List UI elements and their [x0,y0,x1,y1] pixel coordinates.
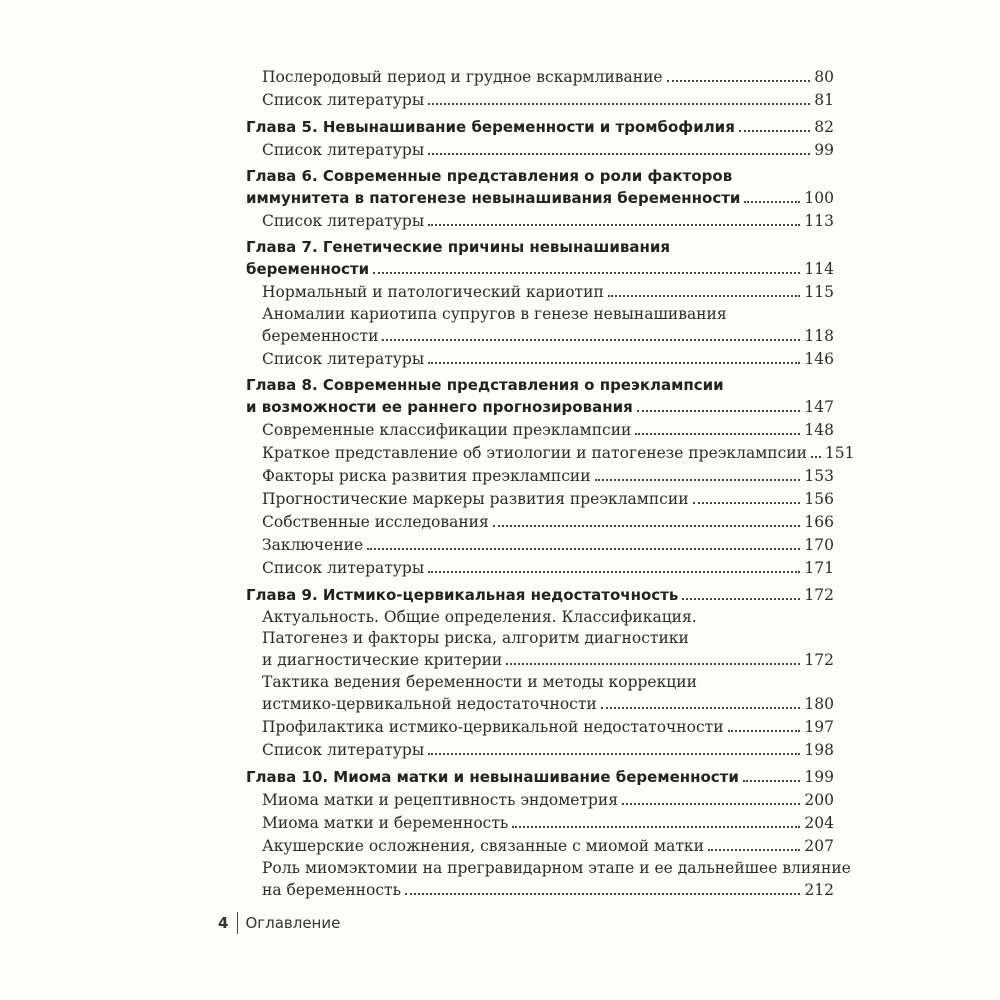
toc-entry-page: 166 [804,513,834,531]
toc-entry-title-line: Аномалии кариотипа супругов в генезе невынашивания [262,305,727,323]
toc-chapter-title-line: Глава 6. Современные представления о роли факторов [246,167,733,185]
toc-chapter-page: 172 [804,586,834,604]
dot-leader [428,153,810,155]
toc-entry-title: Список литературы [262,350,425,368]
toc-entry-title: Краткое представление об этиологии и патогенезе преэклампсии [262,444,807,462]
dot-leader [512,826,800,828]
toc-chapter-title: Глава 5. Невынашивание беременности и тромбофилия [246,118,735,136]
toc-entry [246,465,834,488]
toc-entry [246,879,834,902]
toc-entry [246,557,834,580]
toc-chapter-page: 82 [814,118,834,136]
toc-entry-page: 146 [804,350,834,368]
toc-entry-title: истмико-цервикальной недостаточности [262,695,597,713]
toc-entry-title-line: Тактика ведения беременности и методы коррекции [262,673,697,691]
toc-entry [246,789,834,812]
dot-leader [428,362,800,364]
toc-entry-title-line: Актуальность. Общие определения. Классификация. [262,608,697,626]
page-number: 4 [218,914,229,932]
toc-chapter [246,116,834,139]
dot-leader [728,730,801,732]
toc-chapter-page: 114 [804,260,834,278]
dot-leader [428,103,810,105]
toc-chapter [246,584,834,607]
toc-entry-title: Миома матки и беременность [262,814,509,832]
toc-entry-page: 171 [804,559,834,577]
dot-leader [428,571,800,573]
toc-entry-title: Список литературы [262,91,425,109]
toc-entry-page: 99 [814,141,834,159]
dot-leader [811,456,821,458]
toc-chapter-title-line: Глава 8. Современные представления о преэклампсии [246,376,724,394]
dot-leader [622,803,800,805]
toc-entry [246,739,834,762]
toc-chapter-title-line: Глава 7. Генетические причины невынашивания [246,238,670,256]
page-footer [218,912,340,934]
toc-entry-title: Список литературы [262,559,425,577]
dot-leader [367,548,800,550]
toc-entry-page: 148 [804,421,834,439]
toc-entry [246,812,834,835]
toc-entry-title-line: Роль миомэктомии на прегравидарном этапе и ее дальнейшее влияние [262,859,851,877]
running-title: Оглавление [245,914,341,932]
dot-leader [667,80,811,82]
dot-leader [708,849,800,851]
dot-leader [693,502,801,504]
dot-leader [506,663,800,665]
toc-entry-title: на беременность [262,881,402,899]
toc-entry-title: и диагностические критерии [262,651,503,669]
toc-entry [246,348,834,371]
toc-entry-page: 200 [804,791,834,809]
dot-leader [739,130,810,132]
toc-chapter-title: Глава 9. Истмико-цервикальная недостаточность [246,586,679,604]
toc-entry-page: 113 [804,212,834,230]
toc-entry-title: Миома матки и рецептивность эндометрия [262,791,619,809]
toc-chapter-page: 147 [804,398,834,416]
toc-entry [246,419,834,442]
toc-entry [246,89,834,112]
toc-entry [246,534,834,557]
toc-chapter-page: 199 [804,768,834,786]
toc-entry-title: Нормальный и патологический кариотип [262,283,604,301]
toc-entry-page: 197 [804,718,834,736]
toc-entry-page: 172 [804,651,834,669]
dot-leader [493,525,801,527]
toc-entry [246,649,834,672]
dot-leader [601,707,801,709]
toc-entry-title: Акушерские осложнения, связанные с миомой матки [262,837,704,855]
toc-entry-title: Профилактика истмико-цервикальной недостаточности [262,718,724,736]
dot-leader [373,272,800,274]
toc-entry-page: 81 [814,91,834,109]
toc-entry-title: Список литературы [262,741,425,759]
toc-entry-title: Список литературы [262,212,425,230]
toc-entry-title: Прогностические маркеры развития преэклампсии [262,490,689,508]
toc-entry [246,66,834,89]
dot-leader [405,893,800,895]
footer-divider [237,912,238,934]
toc-chapter [246,396,834,419]
toc-entry [246,716,834,739]
toc-entry-page: 115 [804,283,834,301]
toc-entry [246,281,834,304]
toc-chapter [246,258,834,281]
toc-entry-page: 156 [804,490,834,508]
toc-chapter-title: иммунитета в патогенезе невынашивания беременности [246,189,741,207]
toc-entry-title: Собственные исследования [262,513,489,531]
toc-entry-title: Список литературы [262,141,425,159]
toc-chapter [246,766,834,789]
dot-leader [608,295,801,297]
dot-leader [428,753,800,755]
toc-entry-title: беременности [262,327,379,345]
toc-entry-page: 198 [804,741,834,759]
toc-entry [246,511,834,534]
toc-entry-page: 204 [804,814,834,832]
dot-leader [595,479,801,481]
toc-entry-page: 80 [814,68,834,86]
toc-entry [246,210,834,233]
toc-entry-page: 170 [804,536,834,554]
toc-entry-page: 180 [804,695,834,713]
toc-entry-page: 153 [804,467,834,485]
toc-entry [246,139,834,162]
toc-entry-title: Заключение [262,536,364,554]
toc-entry-title-line: Патогенез и факторы риска, алгоритм диагностики [262,629,689,647]
toc-entry-title: Современные классификации преэклампсии [262,421,632,439]
toc-entry [246,835,834,858]
toc-chapter-title: и возможности ее раннего прогнозирования [246,398,633,416]
toc-entry-title: Послеродовый период и грудное вскармливание [262,68,663,86]
toc-chapter-title: Глава 10. Миома матки и невынашивание беременности [246,768,739,786]
dot-leader [743,780,801,782]
dot-leader [637,410,801,412]
toc-entry-page: 212 [804,881,834,899]
toc-chapter [246,187,834,210]
toc-entry-page: 151 [824,444,855,462]
toc-chapter-title: беременности [246,260,370,278]
dot-leader [382,339,800,341]
toc-entry [246,442,855,465]
dot-leader [635,433,800,435]
toc-entry-page: 118 [804,327,834,345]
dot-leader [428,224,800,226]
toc-entry [246,488,834,511]
toc-entry-page: 207 [804,837,834,855]
table-of-contents [246,66,855,902]
toc-entry [246,693,834,716]
toc-chapter-page: 100 [804,189,834,207]
dot-leader [744,201,800,203]
toc-entry [246,325,834,348]
dot-leader [682,598,800,600]
toc-entry-title: Факторы риска развития преэклампсии [262,467,591,485]
